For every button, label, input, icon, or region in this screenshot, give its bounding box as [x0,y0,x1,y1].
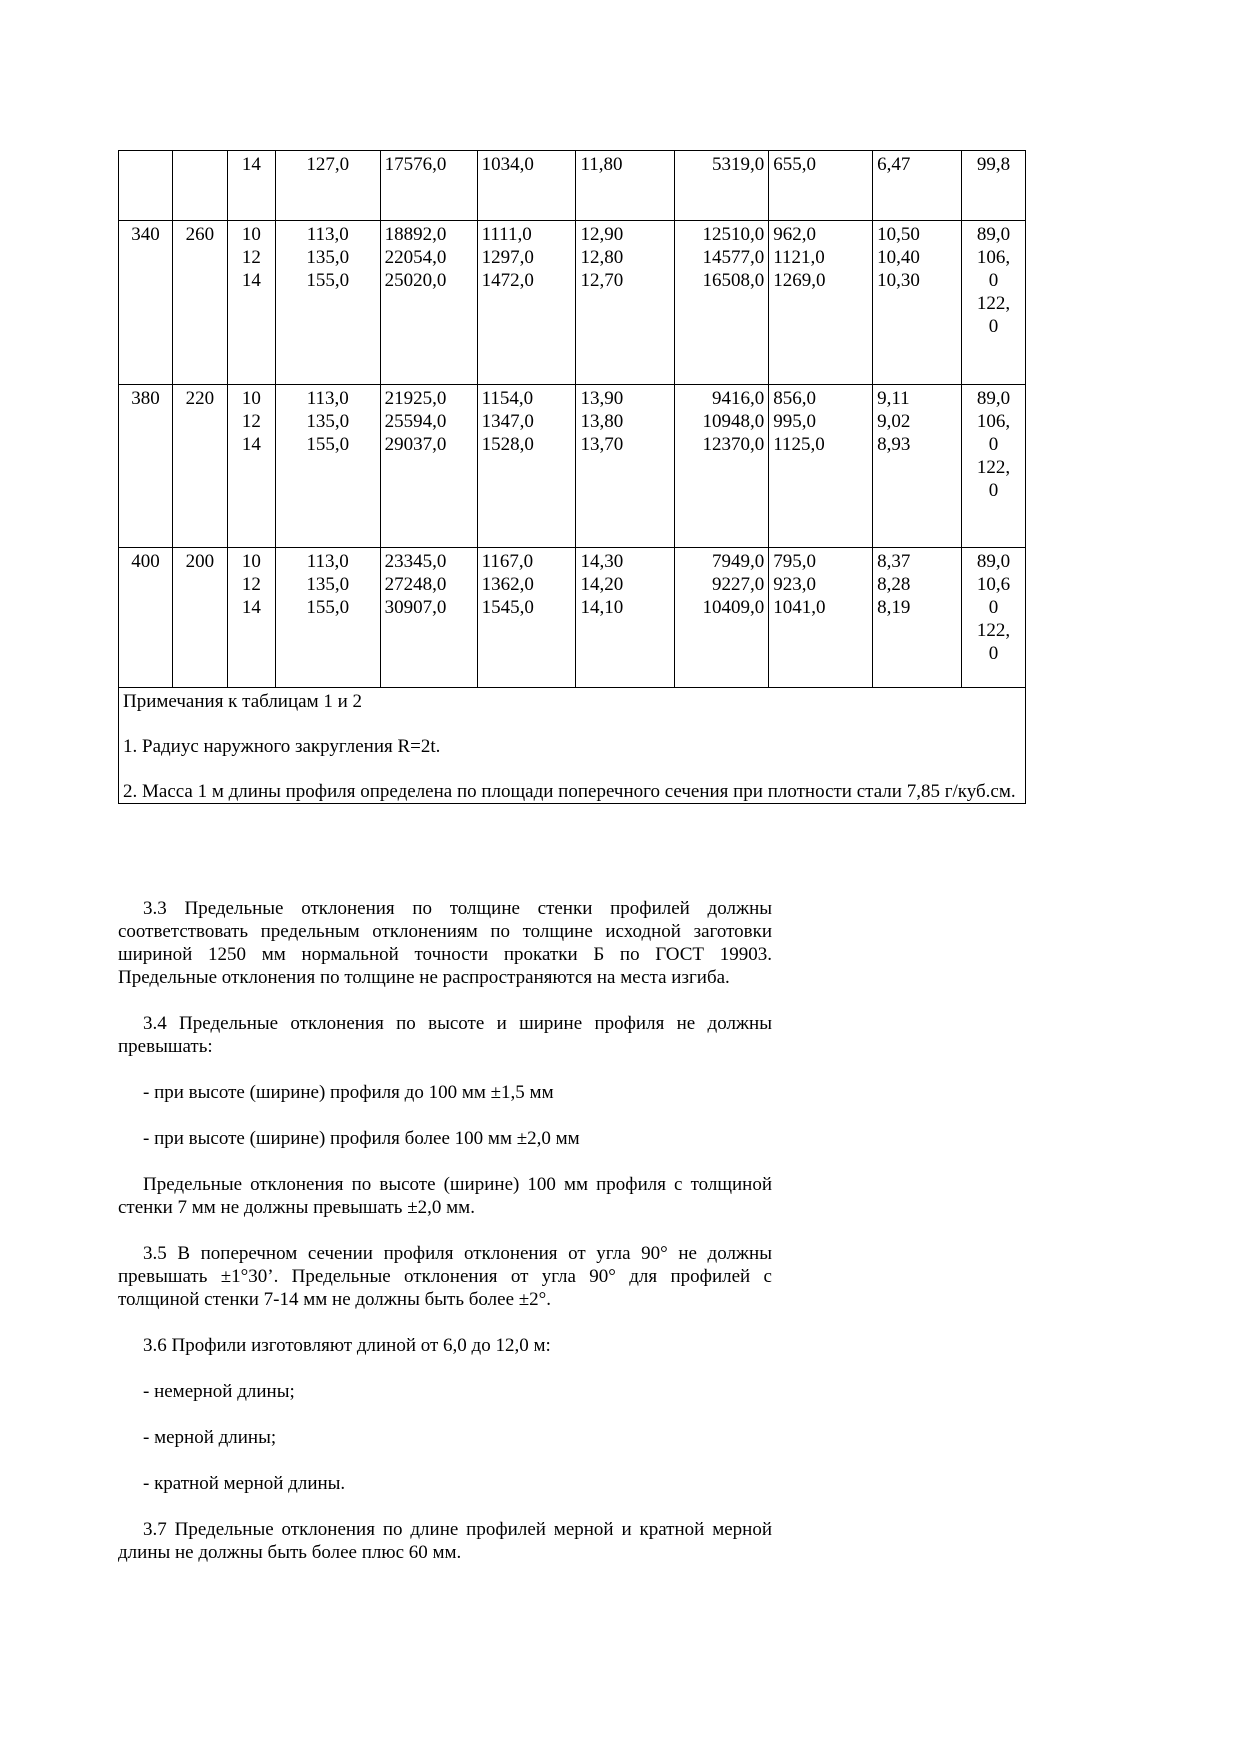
cell-ix: 21925,0 25594,0 29037,0 [380,385,477,548]
cell-ry: 8,37 8,28 8,19 [873,548,962,688]
cell-mass: 99,8 [962,151,1026,221]
table-row [119,385,1026,548]
cell-mass: 89,0 106, 0 122, 0 [962,221,1026,385]
paragraph-3-5: 3.5 В поперечном сечении профиля отклонения от угла 90° не должны превышать ±1°30’. Предельные отклонения от угла 90° для профилей с толщиной стенки 7-14 мм не должны быть более ±2°. [118,1243,772,1310]
cell-ix: 17576,0 [380,151,477,221]
cell-wx: 1154,0 1347,0 1528,0 [477,385,576,548]
profile-dimensions-table [118,150,1026,804]
paragraph-3-7: 3.7 Предельные отклонения по длине профилей мерной и кратной мерной длины не должны быть более плюс 60 мм. [118,1519,772,1563]
note-1: 1. Радиус наружного закругления R=2t. [123,736,441,757]
cell-area: 113,0 135,0 155,0 [275,221,380,385]
cell-thickness: 10 12 14 [227,385,275,548]
cell-width [172,151,227,221]
cell-rx: 14,30 14,20 14,10 [576,548,675,688]
cell-mass: 89,0 106, 0 122, 0 [962,385,1026,548]
cell-wx: 1111,0 1297,0 1472,0 [477,221,576,385]
table-notes-row [119,688,1026,804]
cell-area: 113,0 135,0 155,0 [275,385,380,548]
cell-wx: 1167,0 1362,0 1545,0 [477,548,576,688]
cell-ix: 23345,0 27248,0 30907,0 [380,548,477,688]
cell-wx: 1034,0 [477,151,576,221]
paragraph-3-3: 3.3 Предельные отклонения по толщине стенки профилей должны соответствовать предельным отклонениям по толщине исходной заготовки шириной 1250 мм нормальной точности прокатки Б по ГОСТ 19903. Предельные отклонения по толщине не распространяются на места изгиба. [118,898,772,988]
cell-width: 260 [172,221,227,385]
cell-iy: 9416,0 10948,0 12370,0 [675,385,769,548]
cell-wy: 856,0 995,0 1125,0 [769,385,873,548]
table-row [119,548,1026,688]
cell-area: 113,0 135,0 155,0 [275,548,380,688]
cell-wy: 962,0 1121,0 1269,0 [769,221,873,385]
cell-height: 340 [119,221,173,385]
cell-iy: 12510,0 14577,0 16508,0 [675,221,769,385]
cell-ix: 18892,0 22054,0 25020,0 [380,221,477,385]
notes-title: Примечания к таблицам 1 и 2 [123,691,363,712]
table-notes [119,688,1026,804]
cell-thickness: 14 [227,151,275,221]
cell-height: 400 [119,548,173,688]
cell-ry: 6,47 [873,151,962,221]
table-row [119,221,1026,385]
cell-thickness: 10 12 14 [227,548,275,688]
note-2: 2. Масса 1 м длины профиля определена по площади поперечного сечения при плотности стали 7,85 г/куб.см. [123,781,1016,802]
list-item: - кратной мерной длины. [143,1473,346,1494]
cell-rx: 12,90 12,80 12,70 [576,221,675,385]
cell-wy: 655,0 [769,151,873,221]
cell-ry: 9,11 9,02 8,93 [873,385,962,548]
cell-wy: 795,0 923,0 1041,0 [769,548,873,688]
cell-rx: 13,90 13,80 13,70 [576,385,675,548]
cell-ry: 10,50 10,40 10,30 [873,221,962,385]
cell-height [119,151,173,221]
cell-iy: 5319,0 [675,151,769,221]
list-item: - при высоте (ширине) профиля более 100 мм ±2,0 мм [143,1128,580,1149]
cell-iy: 7949,0 9227,0 10409,0 [675,548,769,688]
paragraph-3-6: 3.6 Профили изготовляют длиной от 6,0 до 12,0 м: [143,1335,551,1356]
cell-mass: 89,0 10,6 0 122, 0 [962,548,1026,688]
list-item: - мерной длины; [143,1427,277,1448]
list-item: - при высоте (ширине) профиля до 100 мм ±1,5 мм [143,1082,554,1103]
cell-width: 220 [172,385,227,548]
paragraph-3-4-note: Предельные отклонения по высоте (ширине) 100 мм профиля с толщиной стенки 7 мм не должны превышать ±2,0 мм. [118,1174,772,1218]
cell-thickness: 10 12 14 [227,221,275,385]
table-row [119,151,1026,221]
list-item: - немерной длины; [143,1381,295,1402]
cell-area: 127,0 [275,151,380,221]
cell-rx: 11,80 [576,151,675,221]
cell-width: 200 [172,548,227,688]
paragraph-3-4: 3.4 Предельные отклонения по высоте и ширине профиля не должны превышать: [118,1013,772,1057]
cell-height: 380 [119,385,173,548]
body-text [118,897,772,1587]
